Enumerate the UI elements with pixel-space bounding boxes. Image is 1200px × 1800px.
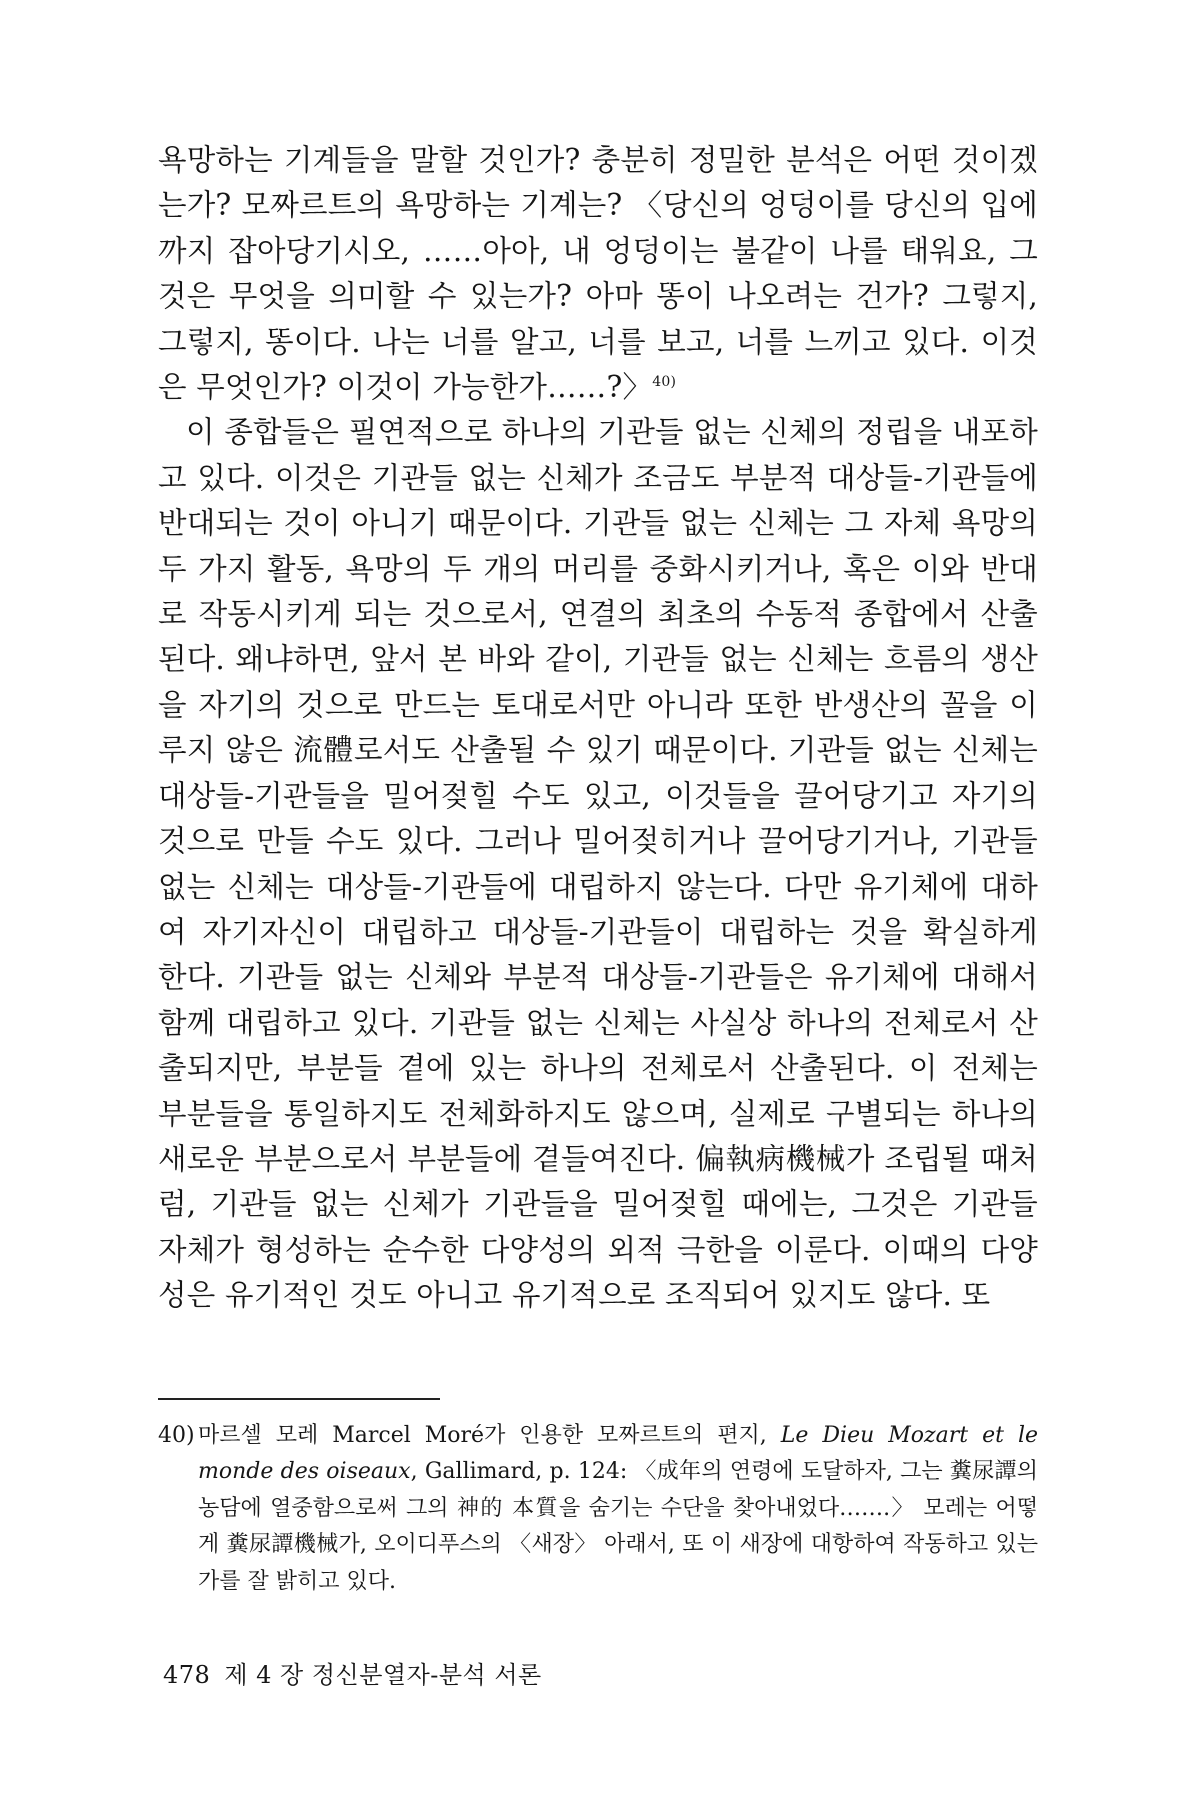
footnote-number: 40): [158, 1423, 195, 1448]
footnote-text-before-title: 마르셀 모레 Marcel Moré가 인용한 모짜르트의 편지,: [198, 1423, 781, 1448]
paragraph-1: [158, 138, 1038, 410]
paragraph-1-text: 욕망하는 기계들을 말할 것인가? 충분히 정밀한 분석은 어떤 것이겠는가? 모짜르트의 욕망하는 기계는? 〈당신의 엉덩이를 당신의 입에까지 잡아당기시오, ……아아, 내 엉덩이는 불같이 나를 태워요, 그것은 무엇을 의미할 수 있는가? 아마 똥이 나오려는 건가? 그렇지, 그렇지, 똥이다. 나는 너를 알고, 너를 보고, 너를 느끼고 있다. 이것은 무엇인가? 이것이 가능한가……?〉: [158, 143, 1038, 405]
running-head: 제 4 장 정신분열자-분석 서론: [224, 1661, 542, 1689]
footnote-rule: [158, 1398, 440, 1400]
footnote-body: [198, 1418, 1038, 1600]
footnote-reference-40: 40): [652, 374, 677, 391]
page-footer: [163, 1660, 542, 1690]
page-number: 478: [163, 1661, 211, 1689]
paragraph-2: 이 종합들은 필연적으로 하나의 기관들 없는 신체의 정립을 내포하고 있다. 이것은 기관들 없는 신체가 조금도 부분적 대상들-기관들에 반대되는 것이 아니기 때문이다. 기관들 없는 신체는 그 자체 욕망의 두 가지 활동, 욕망의 두 개의 머리를 중화시키거나, 혹은 이와 반대로 작동시키게 되는 것으로서, 연결의 최초의 수동적 종합에서 산출된다. 왜냐하면, 앞서 본 바와 같이, 기관들 없는 신체는 흐름의 생산을 자기의 것으로 만드는 토대로서만 아니라 또한 반생산의 꼴을 이루지 않은 流體로서도 산출될 수 있기 때문이다. 기관들 없는 신체는 대상들-기관들을 밀어젖힐 수도 있고, 이것들을 끌어당기고 자기의 것으로 만들 수도 있다. 그러나 밀어젖히거나 끌어당기거나, 기관들 없는 신체는 대상들-기관들에 대립하지 않는다. 다만 유기체에 대하여 자기자신이 대립하고 대상들-기관들이 대립하는 것을 확실하게 한다. 기관들 없는 신체와 부분적 대상들-기관들은 유기체에 대해서 함께 대립하고 있다. 기관들 없는 신체는 사실상 하나의 전체로서 산출되지만, 부분들 곁에 있는 하나의 전체로서 산출된다. 이 전체는 부분들을 통일하지도 전체화하지도 않으며, 실제로 구별되는 하나의 새로운 부분으로서 부분들에 곁들여진다. 偏執病機械가 조립될 때처럼, 기관들 없는 신체가 기관들을 밀어젖힐 때에는, 그것은 기관들 자체가 형성하는 순수한 다양성의 외적 극한을 이룬다. 이때의 다양성은 유기적인 것도 아니고 유기적으로 조직되어 있지도 않다. 또: [158, 415, 1038, 1313]
footnote-40: [158, 1418, 1038, 1600]
body-text: [158, 138, 1038, 1319]
footnote-book-title: Le Dieu Mozart et le monde des oiseaux: [198, 1423, 1038, 1485]
footnote-text-after-title: , Gallimard, p. 124: 〈成年의 연령에 도달하자, 그는 糞尿譚의 농담에 열중함으로써 그의 神的 本質을 숨기는 수단을 찾아내었다…….〉 모레는 어떻게 糞尿譚機械가, 오이디푸스의 〈새장〉 아래서, 또 이 새장에 대항하여 작동하고 있는가를 잘 밝히고 있다.: [198, 1459, 1038, 1594]
